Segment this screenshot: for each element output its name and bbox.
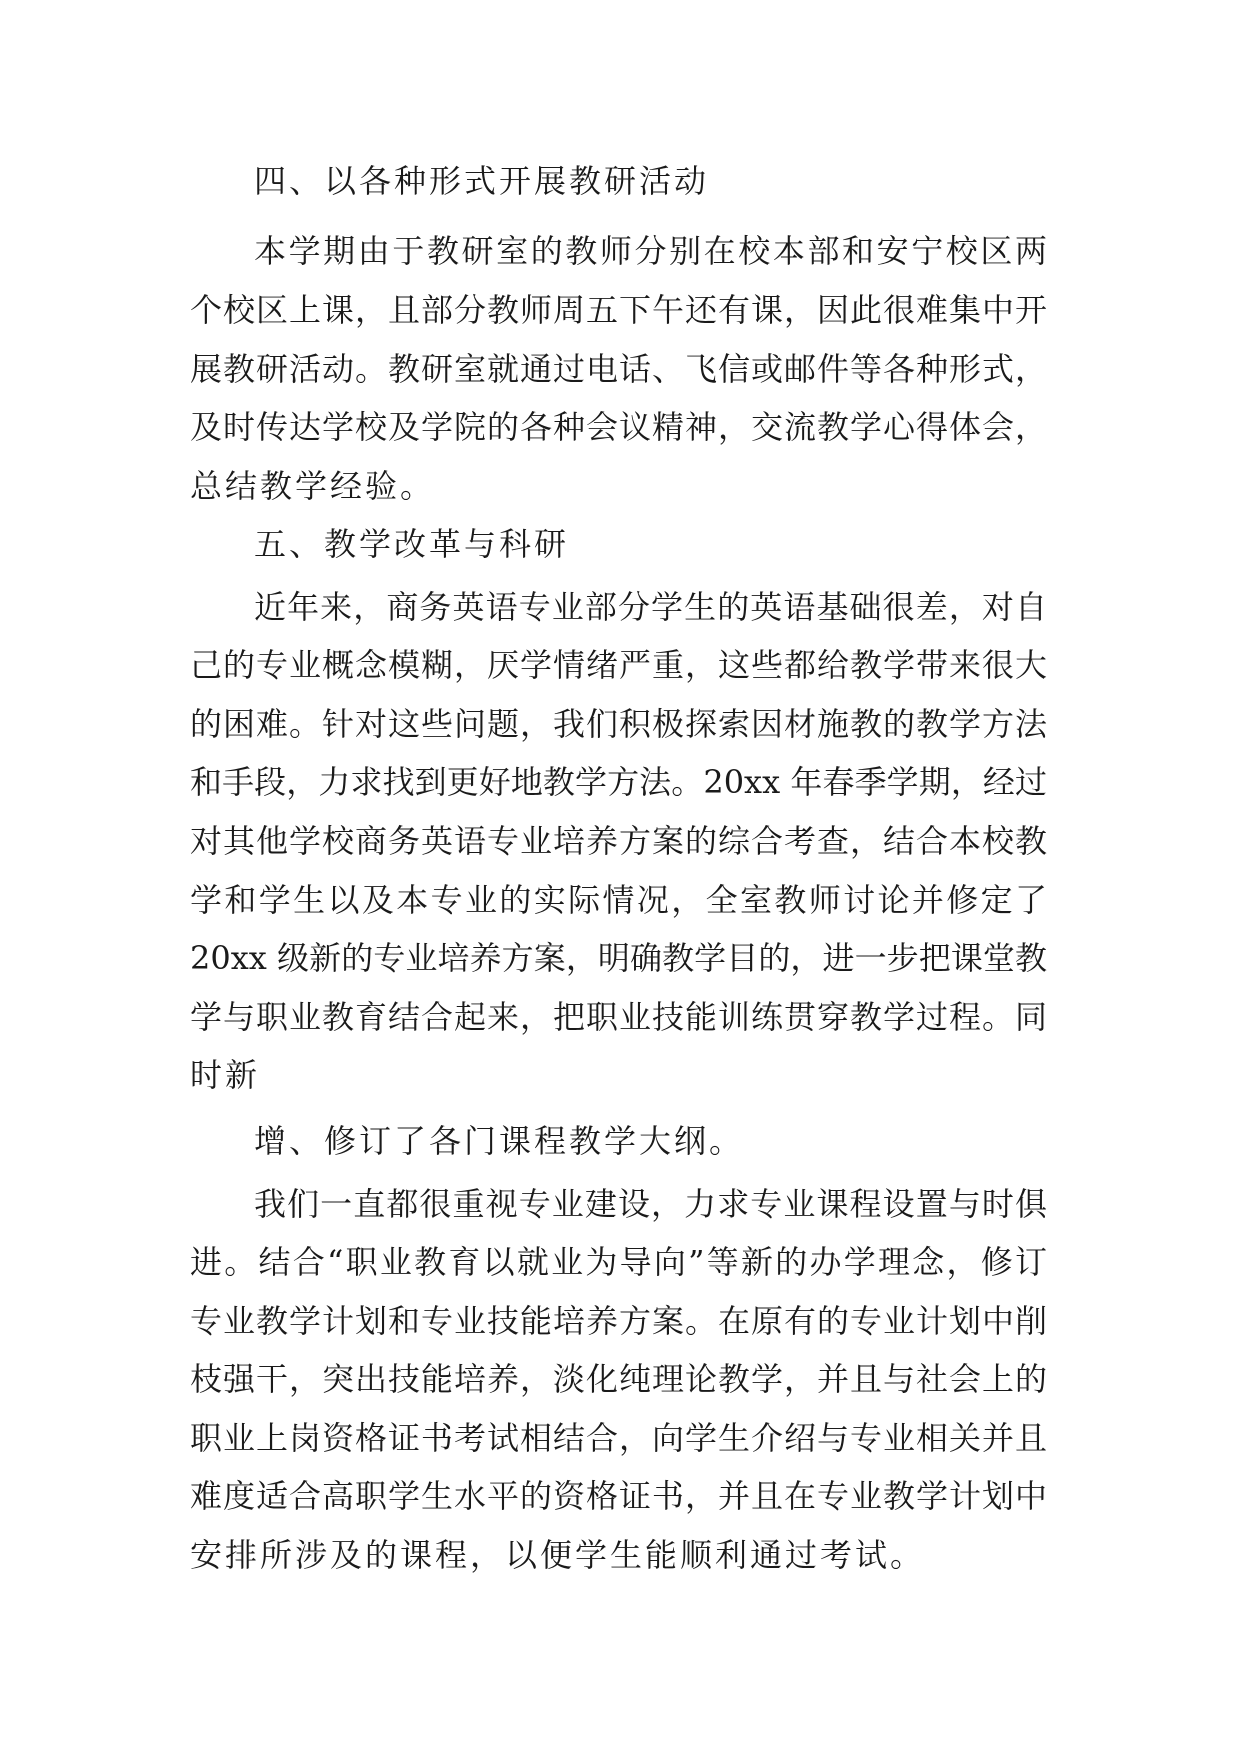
continuation-line: 增、修订了各门课程教学大纲。 xyxy=(254,1122,745,1160)
section-heading-4: 四、以各种形式开展教研活动 xyxy=(254,162,710,200)
paragraph-line: 安排所涉及的课程，以便学生能顺利通过考试。 xyxy=(190,1536,926,1574)
paragraph-line: 难度适合高职学生水平的资格证书，并且在专业教学计划中 xyxy=(190,1477,1047,1515)
section-heading-5: 五、教学改革与科研 xyxy=(254,525,570,563)
paragraph-line: 我们一直都很重视专业建设，力求专业课程设置与时俱 xyxy=(254,1185,1047,1223)
paragraph-line: 总结教学经验。 xyxy=(190,467,436,505)
paragraph-line: 20xx 级新的专业培养方案，明确教学目的，进一步把课堂教 xyxy=(190,939,1047,977)
paragraph-line: 专业教学计划和专业技能培养方案。在原有的专业计划中削 xyxy=(190,1302,1047,1340)
paragraph-line: 学和学生以及本专业的实际情况，全室教师讨论并修定了 xyxy=(190,881,1047,919)
paragraph-line: 本学期由于教研室的教师分别在校本部和安宁校区两 xyxy=(254,232,1047,270)
paragraph-line: 的困难。针对这些问题，我们积极探索因材施教的教学方法 xyxy=(190,705,1047,743)
paragraph-line: 职业上岗资格证书考试相结合，向学生介绍与专业相关并且 xyxy=(190,1419,1047,1457)
paragraph-line: 学与职业教育结合起来，把职业技能训练贯穿教学过程。同 xyxy=(190,998,1047,1036)
paragraph-line: 时新 xyxy=(190,1056,261,1094)
paragraph-line: 及时传达学校及学院的各种会议精神，交流教学心得体会， xyxy=(190,408,1047,446)
paragraph-line: 进。结合“职业教育以就业为导向”等新的办学理念，修订 xyxy=(190,1243,1047,1281)
paragraph-line: 己的专业概念模糊，厌学情绪严重，这些都给教学带来很大 xyxy=(190,646,1047,684)
paragraph-line: 对其他学校商务英语专业培养方案的综合考查，结合本校教 xyxy=(190,822,1047,860)
paragraph-line: 展教研活动。教研室就通过电话、飞信或邮件等各种形式， xyxy=(190,350,1047,388)
paragraph-line: 个校区上课，且部分教师周五下午还有课，因此很难集中开 xyxy=(190,291,1047,329)
paragraph-line: 近年来，商务英语专业部分学生的英语基础很差，对自 xyxy=(254,588,1047,626)
paragraph-line: 和手段，力求找到更好地教学方法。20xx 年春季学期，经过 xyxy=(190,763,1047,801)
paragraph-line: 枝强干，突出技能培养，淡化纯理论教学，并且与社会上的 xyxy=(190,1360,1047,1398)
